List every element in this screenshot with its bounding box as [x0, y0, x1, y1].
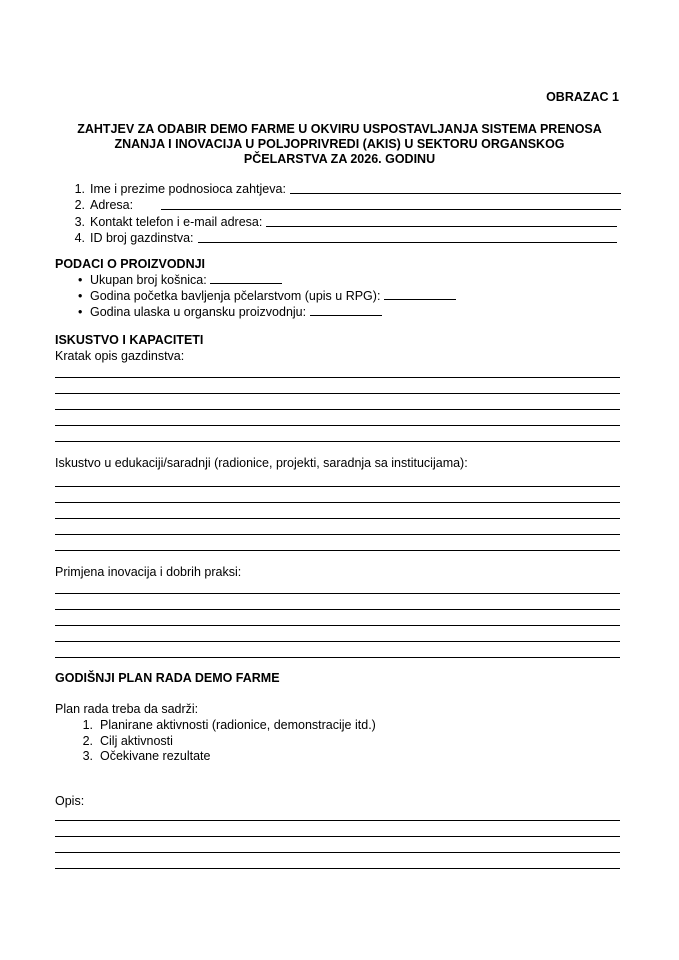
title-line-1: ZAHTJEV ZA ODABIR DEMO FARME U OKVIRU USPOSTAVLJANJA SISTEMA PRENOSA [77, 122, 602, 136]
bullet-icon: • [78, 305, 83, 319]
title-line-2: ZNANJA I INOVACIJA U POLJOPRIVREDI (AKIS) U SEKTORU ORGANSKOG [114, 137, 565, 151]
plan-heading: GODIŠNJI PLAN RADA DEMO FARME [55, 671, 280, 685]
experience-heading: ISKUSTVO I KAPACITETI [55, 333, 204, 347]
beekeeping-start-label: Godina početka bavljenja pčelarstvom (upis u RPG): [90, 289, 381, 303]
document-title [40, 122, 639, 167]
applicant-name-label: Ime i prezime podnosioca zahtjeva: [90, 181, 286, 196]
plan-item-label: Planirane aktivnosti (radionice, demonstracije itd.) [100, 718, 376, 732]
bullet-icon: • [78, 273, 83, 287]
list-number: 3. [74, 214, 85, 229]
education-label: Iskustvo u edukaciji/saradnji (radionice, projekti, saradnja sa institucijama): [55, 456, 468, 470]
list-item [75, 749, 376, 765]
list-item [75, 734, 376, 750]
hives-label: Ukupan broj košnica: [90, 273, 207, 287]
bullet-icon: • [78, 289, 83, 303]
hives-field[interactable] [210, 272, 282, 284]
farm-description-lines[interactable] [55, 362, 620, 442]
list-number: 4. [74, 231, 85, 245]
production-heading: PODACI O PROIZVODNJI [55, 257, 206, 271]
address-field[interactable] [161, 209, 621, 210]
list-number: 3. [82, 749, 93, 763]
plan-items [75, 718, 376, 765]
beekeeping-start-row [78, 288, 456, 304]
plan-item-label: Očekivane rezultate [100, 749, 211, 763]
organic-start-label: Godina ulaska u organsku proizvodnju: [90, 305, 307, 319]
contact-row [55, 213, 621, 230]
plan-item-label: Cilj aktivnosti [100, 733, 173, 748]
title-line-3: PČELARSTVA ZA 2026. GODINU [243, 152, 436, 166]
list-number: 2. [74, 198, 85, 212]
production-list [78, 272, 456, 320]
contact-field[interactable] [266, 226, 617, 227]
address-label: Adresa: [90, 198, 134, 212]
farm-id-label: ID broj gazdinstva: [90, 231, 194, 245]
innovation-label: Primjena inovacija i dobrih praksi: [55, 565, 242, 579]
farm-id-field[interactable] [198, 242, 617, 243]
list-item [75, 718, 376, 734]
form-number: OBRAZAC 1 [546, 90, 619, 104]
education-lines[interactable] [55, 471, 620, 551]
description-label: Opis: [55, 794, 85, 808]
innovation-lines[interactable] [55, 578, 620, 658]
contact-label: Kontakt telefon i e-mail adresa: [90, 214, 263, 229]
beekeeping-start-field[interactable] [384, 288, 456, 300]
organic-start-field[interactable] [310, 304, 382, 316]
organic-start-row [78, 304, 456, 320]
applicant-name-field[interactable] [290, 193, 621, 194]
hives-row [78, 272, 456, 288]
farm-id-row [55, 230, 621, 247]
list-number: 1. [82, 718, 93, 732]
list-number: 2. [82, 733, 93, 748]
applicant-fields [55, 180, 621, 246]
description-lines[interactable] [55, 805, 620, 869]
plan-intro: Plan rada treba da sadrži: [55, 702, 199, 716]
farm-description-label: Kratak opis gazdinstva: [55, 349, 185, 363]
list-number: 1. [74, 181, 85, 196]
address-row [55, 197, 621, 214]
applicant-name-row [55, 180, 621, 197]
